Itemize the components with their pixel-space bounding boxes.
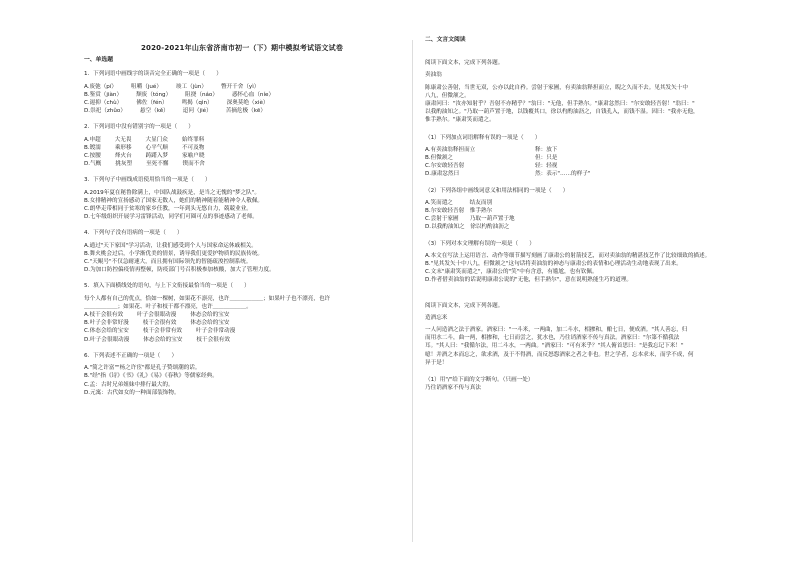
option-row: [425, 162, 763, 170]
option-cell: 烽火台: [114, 153, 132, 160]
right-column: [425, 0, 763, 562]
option-cell: 轻：轻视: [535, 163, 558, 170]
question-block: [84, 176, 400, 221]
option-cell: 至死不懈: [146, 161, 169, 168]
passage-text-line: 惟手熟尔。"康肃笑而遣之。: [425, 117, 495, 124]
question-stem: （1）用"/"给下面的文字断句。（只画一处）: [425, 377, 534, 384]
option-row: [84, 160, 400, 168]
passage-text-line: 康肃问曰："汝亦知射乎？吾射不亦精乎？"翁曰："无他，但手熟尔。"康肃忿然曰："尔安敢轻吾射！"翁曰：": [425, 101, 695, 108]
question-line: B."见其发矢十中八九，但微颔之"这句话将卖油翁的神态与康肃公的表情和心理活动生动地表现了出来。: [425, 261, 682, 268]
option-row: [84, 136, 400, 144]
option-cell: 锲而不舍: [182, 161, 205, 168]
question-line: 每个人都有自己的优点，恰如一棵树，如果花不凛亮，也许＿＿＿＿＿＿；如果叶子也不漂亮，也许: [84, 295, 331, 302]
question-line: A.2019年夏在秘鲁除满上，中国队战鼓疾是，是当之无愧的"梦之队"。: [84, 189, 260, 196]
spacer: [425, 50, 763, 59]
passage-text-line: 以我酌油知之。"乃取一葫芦置于地，以钱覆其口，徐以杓酌油沥之，自钱孔入，而钱不湿。因曰："我亦无他，: [425, 109, 699, 116]
option-cell: 体态会给的宝安: [190, 320, 230, 327]
option-row: [84, 311, 400, 319]
question-line: B.尔安敢轻吾射 惟手熟尔: [425, 208, 493, 215]
question-line: C.朗华走带相同于贫寒的家乡任教，一年到头无悠自力，兢兢业业。: [84, 206, 252, 213]
question-line: D.作者借卖油翁的话说明康肃公说的"无他，但手熟尔"，意在说明熟能生巧的道理。: [425, 277, 633, 284]
option-cell: 不可及物: [182, 144, 205, 151]
question-line: C."天鲲号"不仅急耐速大，而且拥有国际领先的智能疏浚控制系统。: [84, 259, 252, 266]
option-cell: 乘形移: [114, 144, 132, 151]
option-cell: A.枝干会很有效: [84, 312, 124, 319]
passage-text-line: 八九，但微颔之。: [425, 92, 470, 99]
question-line: 乃往诮酒家不传与真法: [425, 385, 481, 392]
question-stem: 2．下列词语中没有错别字的一项是（ ）: [84, 124, 194, 131]
option-row: [425, 154, 763, 162]
question-stem: 5．填入下面横线处的语句，与上下文衔接最恰当的一项是（ ）: [84, 283, 250, 290]
question-block: [84, 123, 400, 168]
question-block: [425, 134, 763, 179]
question-line: D.七年级组织开展学习雷锋活动，同学们可圈可点的事迹感动了老师。: [84, 214, 258, 221]
option-cell: 竣工（jùn）: [175, 83, 207, 90]
option-cell: 惑怀心血（níe）: [231, 91, 275, 98]
question-line: D.元寓：古代如女的一种面部装饰物。: [84, 389, 180, 396]
option-cell: C.遏抑（chù）: [84, 100, 123, 107]
passage-text-line: 噫！并酒之本而忘之，欲求酒，及于不得酒，而反怒怨酒家之者之非也。世之学者，忘本求末，而学不成，何: [425, 351, 694, 358]
option-cell: 咀嚼（jué）: [131, 83, 162, 90]
option-cell: D.气概: [84, 161, 102, 168]
option-row: [84, 319, 400, 327]
passage-title: 造酒忘米: [425, 314, 448, 321]
option-cell: 叶子会很眼动漫: [137, 312, 177, 319]
option-cell: B.鉴赏（jiàn）: [84, 91, 123, 98]
left-column: [84, 0, 400, 562]
spacer: [425, 125, 763, 134]
option-cell: 家喻户晓: [182, 153, 205, 160]
section-heading: 一、单选题: [84, 57, 113, 64]
option-cell: 枝干会很有效: [142, 320, 177, 327]
question-line: B."经"指《诗》《书》《礼》《易》《春秋》等儒家经典。: [84, 373, 218, 380]
option-cell: A.申超: [84, 136, 101, 143]
option-cell: 阻挠（náo）: [185, 91, 218, 98]
question-block: [84, 352, 400, 397]
option-row: [425, 146, 763, 154]
question-line: C.文末"康肃笑而遣之"，康肃公的"笑"中有含意，有尴尬，也有钦佩。: [425, 269, 598, 276]
option-cell: 佛佐（fén）: [136, 100, 168, 107]
question-stem: 1．下列词语中画线字的读音完全正确的一项是（ ）: [84, 71, 222, 78]
option-row: [425, 170, 763, 178]
option-cell: B.叶子会非常好漫: [84, 320, 129, 327]
passage-title: 卖油翁: [425, 72, 442, 79]
option-cell: 体态会给的宝安: [143, 336, 183, 343]
option-cell: A.有卖油翁释担而立: [425, 146, 476, 153]
question-line: A."简之许富""杨之许宦"都是孔子赞颂潮的话。: [84, 365, 201, 372]
option-cell: 叶子会非常动漫: [196, 328, 236, 335]
passage-text-line: 而用水二斗，曲一两，相掺和，七日而尝之，犹水也，乃往诮酒家不传与真法。酒家曰："尔第不循我法: [425, 335, 680, 342]
question-line: A.笑而遣之 结友而别: [425, 199, 493, 206]
spacer: [425, 367, 763, 376]
question-stem: （2）下列各组中画线词意义和用法相同的一项是（ ）: [425, 187, 569, 194]
option-cell: 深奥莫绝（xiè）: [226, 100, 269, 107]
spacer: [425, 293, 763, 302]
column-divider: [412, 40, 413, 542]
option-cell: 迢问（jié）: [182, 108, 212, 115]
question-line: D.以我酌油知之 徐以杓酌油沥之: [425, 224, 510, 231]
option-cell: D.康肃忿然曰: [425, 171, 460, 178]
question-block: [84, 229, 400, 274]
option-cell: 心平气顺: [145, 144, 168, 151]
option-cell: C.尔安敢轻吾射: [425, 163, 465, 170]
option-cell: 踌躇入梦: [145, 153, 169, 160]
option-cell: 始终罪料: [181, 136, 205, 143]
option-cell: 但：只是: [535, 155, 558, 162]
option-cell: 大无畏: [114, 136, 132, 143]
exam-title: 2020-2021年山东省济南市初一（下）期中模拟考试语文试卷: [140, 44, 344, 52]
option-cell: C.按腰: [84, 153, 101, 160]
question-line: C.孟：古时兄弟姐妹中排行最大的。: [84, 381, 174, 388]
passage-text-line: 陈康肃公善射，当世无双，公亦以此自矜。尝射于家圃，有卖油翁释担而立，睨之久而不去。见其发矢十中: [425, 84, 688, 91]
option-row: [84, 327, 400, 335]
question-line: B.女排精神的宣扬感动了国家无数人，她们的精神随着能精神令人敬佩。: [84, 197, 264, 204]
option-cell: D.叶子会很眼动漫: [84, 336, 130, 343]
question-line: B.舞火桃会过后，小学渐优美的情景，诱导我们更爱护物质的民族传统。: [84, 250, 264, 257]
question-block: [84, 282, 400, 343]
question-block: [425, 240, 763, 285]
option-cell: 挑灰塑: [115, 161, 133, 168]
question-line: C.尝射于家圃 乃取一葫芦置于地: [425, 216, 515, 223]
option-row: [84, 99, 400, 107]
passage-instruction: 阅读下面文本，完成下列各题。: [425, 60, 504, 67]
question-line: A.本文在写法上运用语言、动作等细节描写刻画了康肃公的射箭技艺，而对卖油翁的精湛技艺作了比较细致的描述。: [425, 252, 711, 259]
option-cell: B.但微颔之: [425, 155, 453, 162]
option-row: [84, 107, 400, 115]
passage-text-line: 异于是！: [425, 359, 448, 366]
question-line: A.通过"天下家国"学习活动，让我们感受到个人与国家命运休戚相关。: [84, 242, 257, 249]
option-cell: 枝干会非常有效: [142, 328, 183, 335]
option-cell: A.废弛（pí）: [84, 83, 117, 90]
option-row: [84, 91, 400, 99]
question-line: ＿＿＿＿＿＿；如果花、叶子和枝干都不漂亮，也许＿＿＿＿＿＿。: [84, 303, 252, 310]
option-row: [84, 83, 400, 91]
question-stem: （3）下列对本文理解有误的一项是（ ）: [425, 240, 535, 247]
option-row: [84, 336, 400, 344]
option-cell: 枝干会很有效: [196, 336, 230, 343]
option-cell: 释：放下: [535, 146, 558, 153]
question-block: [84, 70, 400, 115]
option-cell: 瞥开千舍（yì）: [220, 83, 260, 90]
passage-instruction: 阅读下面文本，完成下列各题。: [425, 302, 504, 309]
option-cell: B.镀濡: [84, 144, 101, 151]
option-row: [84, 152, 400, 160]
question-line: D.为加口防控偏疫情再整顿，防疫部门号召积极参加核酸，加大了管理力度。: [84, 267, 275, 274]
option-row: [84, 144, 400, 152]
section-heading: 二、文言文阅读: [425, 37, 466, 43]
passage-text-line: 一人问造酒之法于酒家。酒家曰："一斗米，一两曲，加二斗水，相掺和，酿七日，便成酒。"其人善忘，归: [425, 327, 688, 334]
option-cell: 大显门众: [145, 136, 168, 143]
option-cell: 颓废（tóng）: [136, 91, 172, 98]
option-cell: 鸣揭（qìn）: [181, 100, 213, 107]
question-stem: 3．下列句子中画线成语使用恰当的一项是（ ）: [84, 177, 211, 184]
passage-text-line: 耳。"其人曰："我循尔法，用二斗水，一两曲。"酒家曰："可有米乎？"其人俯首思曰："是我忘记下米！": [425, 343, 684, 350]
question-stem: （1）下列加点词语解释有误的一项是（ ）: [425, 134, 541, 141]
option-cell: 体态会给的宝安: [190, 312, 230, 319]
question-block: [425, 187, 763, 232]
question-stem: 4．下列句子没有语病的一项是（ ）: [84, 230, 183, 237]
option-cell: 悬空（kě）: [139, 108, 169, 115]
option-cell: 苦摘危极（kē）: [225, 108, 266, 115]
question-stem: 6．下列表述不正确的一项是（ ）: [84, 352, 178, 359]
option-cell: C.体态会给的宝安: [84, 328, 129, 335]
option-cell: D.祟祀（zhǔo）: [84, 108, 126, 115]
option-cell: 然：表示"……的样子": [535, 171, 591, 178]
